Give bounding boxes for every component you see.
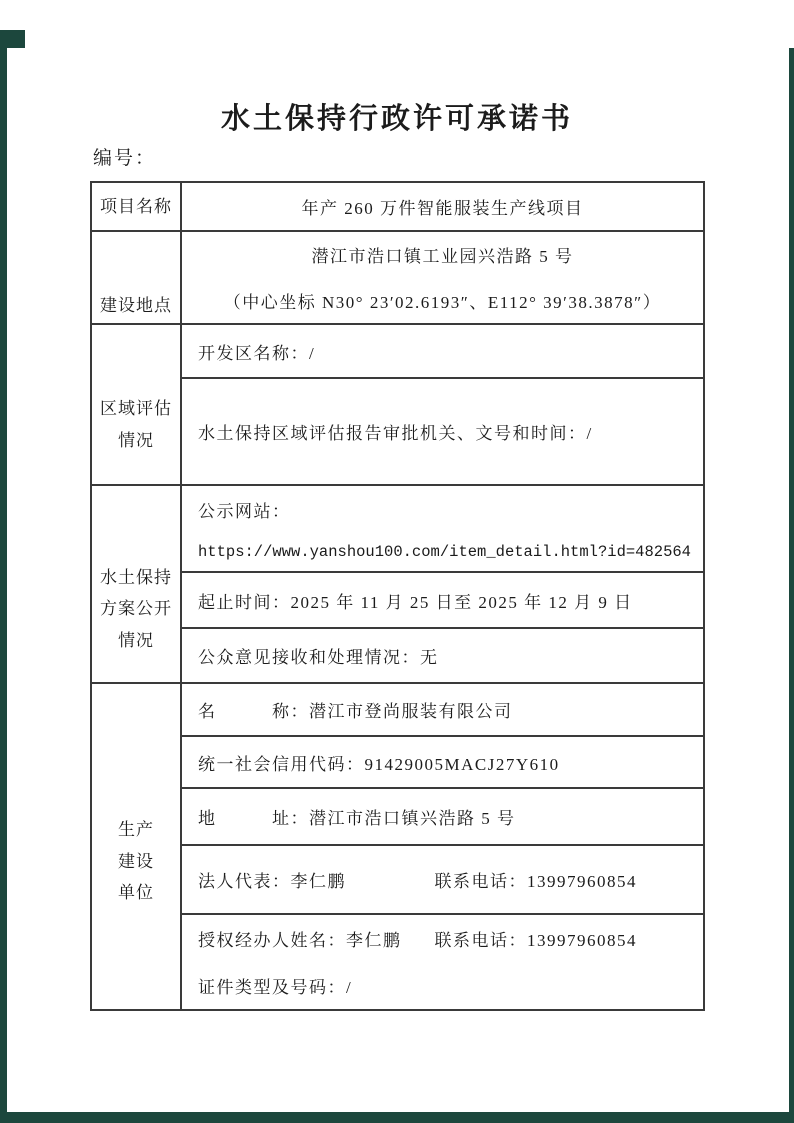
cell-assessment-approval bbox=[182, 377, 703, 484]
cell-publicity-website bbox=[182, 486, 703, 571]
cell-development-zone-name bbox=[182, 325, 703, 377]
cell-line-coordinates: （中心坐标 N30° 23′02.6193″、E112° 39′38.3878″） bbox=[223, 292, 662, 312]
label-line: 生产 bbox=[118, 820, 154, 840]
authorized-agent-name: 授权经办人姓名：李仁鹏 bbox=[198, 931, 402, 950]
cell-line: 地 址：潜江市浩口镇兴浩路 5 号 bbox=[198, 809, 516, 828]
cell-line: 公众意见接收和处理情况：无 bbox=[198, 648, 439, 667]
label-line: 方案公开 bbox=[100, 599, 172, 619]
row-label-project-name bbox=[92, 183, 182, 230]
label-line: 单位 bbox=[118, 883, 154, 903]
scan-edge-right bbox=[789, 48, 794, 1123]
cell-line: 公示网站： bbox=[198, 501, 291, 521]
table-row-plan-publicity bbox=[92, 484, 703, 682]
scan-edge-bottom bbox=[0, 1112, 794, 1123]
label-line: 情况 bbox=[118, 630, 154, 650]
label-line: 建设地点 bbox=[100, 295, 172, 315]
label-line: 项目名称 bbox=[100, 196, 172, 216]
cell-credit-code bbox=[182, 735, 703, 787]
legal-representative: 法人代表：李仁鹏 bbox=[198, 872, 346, 891]
cell-line: 名 称：潜江市登尚服装有限公司 bbox=[198, 702, 513, 721]
agent-id-type-number: 证件类型及号码：/ bbox=[198, 978, 353, 997]
cell-line: 开发区名称：/ bbox=[198, 343, 316, 363]
permit-info-table bbox=[90, 181, 705, 1011]
scan-edge-top-left-square bbox=[7, 30, 25, 48]
cell-project-name bbox=[182, 183, 703, 230]
label-line: 情况 bbox=[118, 430, 154, 450]
label-line: 区域评估 bbox=[100, 399, 172, 419]
cell-public-opinion bbox=[182, 627, 703, 682]
label-line: 水土保持 bbox=[100, 567, 172, 587]
cell-line: 年产 260 万件智能服装生产线项目 bbox=[301, 199, 584, 218]
legal-representative-phone: 联系电话：13997960854 bbox=[434, 872, 637, 891]
table-row-construction-unit bbox=[92, 682, 703, 1009]
publicity-url: https://www.yanshou100.com/item_detail.html?id=482564 bbox=[198, 542, 691, 561]
table-row-regional-assessment bbox=[92, 323, 703, 484]
cell-line: 统一社会信用代码：91429005MACJ27Y610 bbox=[198, 754, 560, 774]
cell-line: 起止时间：2025 年 11 月 25 日至 2025 年 12 月 9 日 bbox=[198, 592, 633, 612]
scan-edge-left bbox=[0, 30, 7, 1123]
cell-legal-representative bbox=[182, 844, 703, 913]
table-row-project-name bbox=[92, 183, 703, 230]
cell-unit-name bbox=[182, 684, 703, 735]
row-label-plan-publicity bbox=[92, 486, 182, 682]
cell-line: 潜江市浩口镇工业园兴浩路 5 号 bbox=[311, 247, 574, 267]
page-title: 水土保持行政许可承诺书 bbox=[220, 103, 573, 135]
cell-site-address bbox=[182, 232, 703, 323]
cell-unit-address bbox=[182, 787, 703, 844]
row-label-construction-unit bbox=[92, 684, 182, 1009]
label-line: 建设 bbox=[118, 851, 154, 871]
cell-line: 水土保持区域评估报告审批机关、文号和时间：/ bbox=[198, 424, 593, 443]
cell-publicity-period bbox=[182, 571, 703, 627]
row-label-construction-site bbox=[92, 232, 182, 323]
serial-number-label: 编号： bbox=[93, 148, 157, 169]
authorized-agent-phone: 联系电话：13997960854 bbox=[434, 931, 637, 950]
cell-authorized-agent bbox=[182, 913, 703, 1009]
table-row-construction-site bbox=[92, 230, 703, 323]
row-label-regional-assessment bbox=[92, 325, 182, 484]
